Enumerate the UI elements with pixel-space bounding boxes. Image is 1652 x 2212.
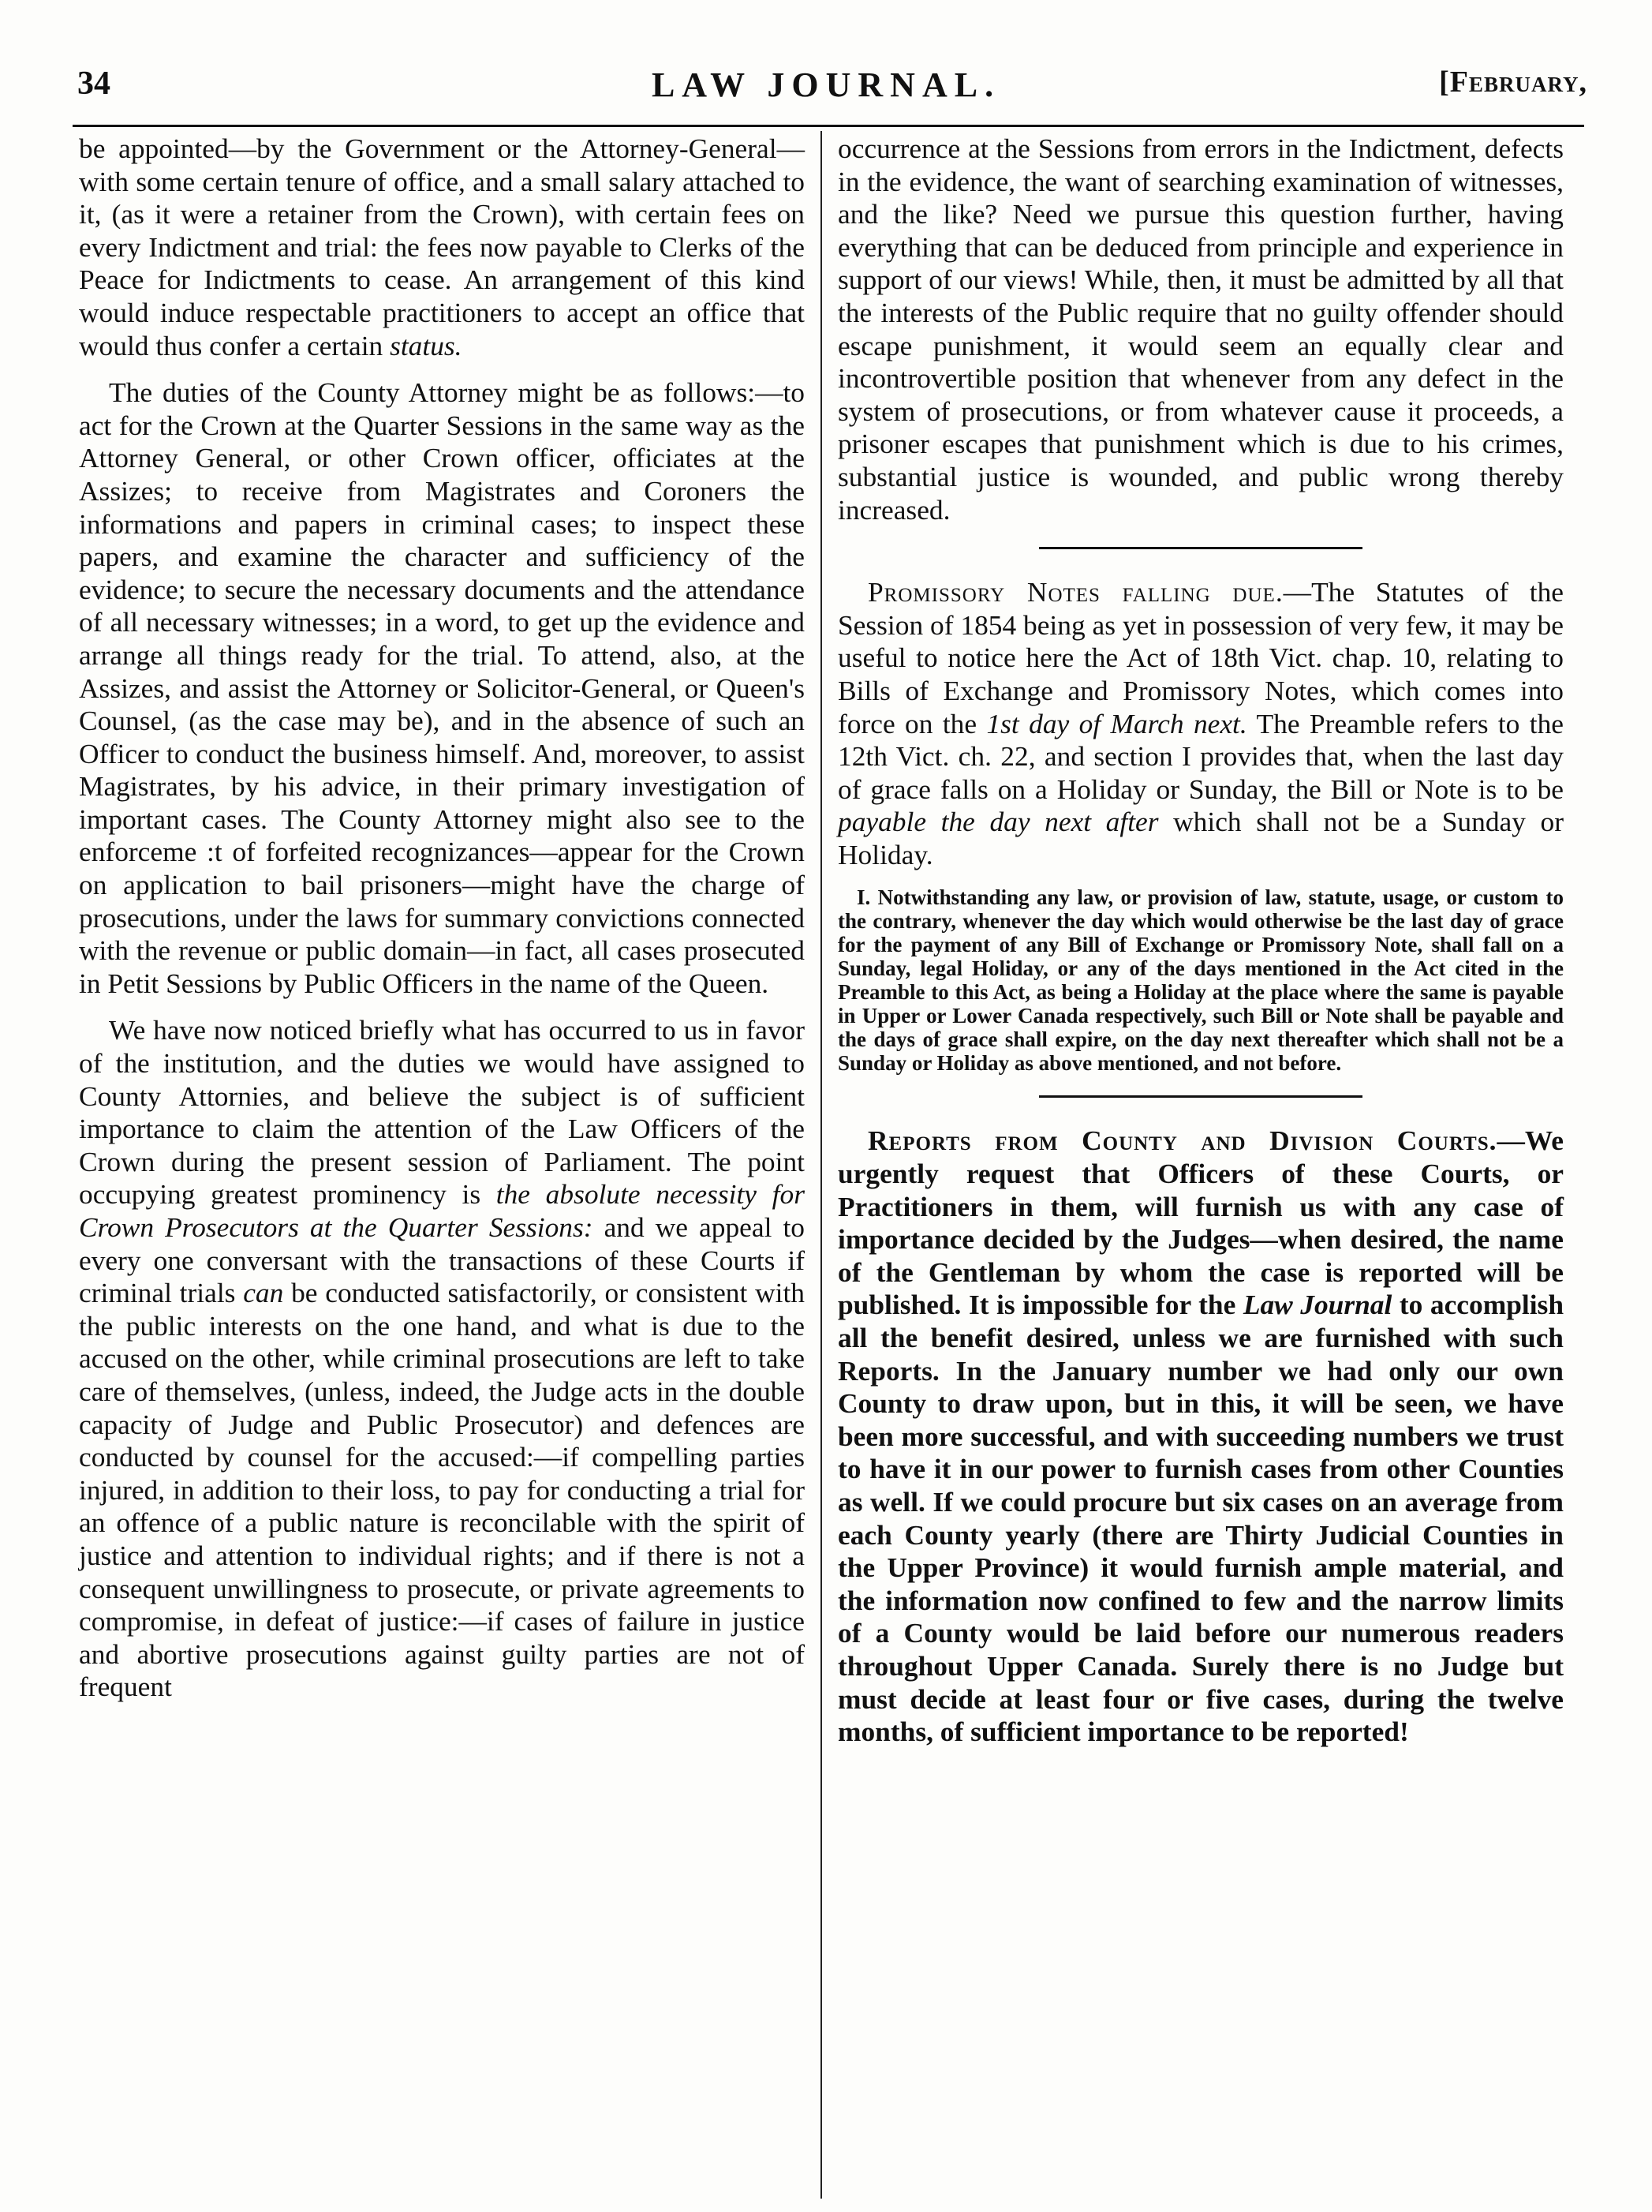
promissory-notes-paragraph xyxy=(838,576,1564,871)
continued-paragraph: occurrence at the Sessions from errors in the Indictment, defects in the evidence, the want of searching examination of witnesses, and the like? Need we pursue this question further, having everything that can be deduced from principle and experience in support of our views! While, then, it must be admitted by all that the interests of the Public require that no guilty offender should escape punishment, it would seem an equally clear and incontrovertible position that whenever from any defect in the system of prosecutions, or from whatever cause it proceeds, a prisoner escapes that punishment which is due to his crimes, substantial justice is wounded, and public wrong thereby increased. xyxy=(838,133,1564,526)
journal-title: LAW JOURNAL. xyxy=(651,65,1001,104)
paragraph-text: and we appeal to every one conversant with the transactions of these Courts if criminal trials xyxy=(79,1211,805,1309)
county-attorney-duties-paragraph: The duties of the County Attorney might be as follows:—to act for the Crown at the Quarter Sessions in the same way as the Attorney General, or other Crown officer, officiates at the Assizes; to receive from Magistrates and Coroners the informations and papers in criminal cases; to inspect these papers, and examine the character and sufficiency of the evidence; to secure the necessary documents and the attendance of all necessary witnesses; in a word, to get up the evidence and arrange all things ready for the trial. To attend, also, at the Assizes, and assist the Attorney or Solicitor-General, or Queen's Counsel, (as the case may be), and in the absence of such an Officer to conduct the business himself. And, moreover, to assist Magistrates, by his advice, in their primary investigation of important cases. The County Attorney might also see to the enforceme :t of forfeited recognizances—appear for the Crown on application to bail prisoners—might have the charge of prosecutions, under the laws for summary convictions connected with the revenue or public domain—in fact, all cases prosecuted in Petit Sessions by Public Officers in the name of the Queen. xyxy=(79,376,805,999)
paragraph-text: to accomplish all the benefit desired, unless we are furnished with such Reports. In the January number we had only our own County to draw upon, but in this, it will be seen, we have been more successful, and with succeeding numbers we trust to have it in our power to furnish cases from other Counties as well. If we could procure but six cases on an average from each County yearly (there are Thirty Judicial Counties in the Upper Province) it would furnish ample material, and the information now confined to few and the narrow limits of a County would be laid before our numerous readers throughout Upper Canada. Surely there is no Judge but must decide at least four or five cases, during the twelve months, of sufficient importance to be reported! xyxy=(838,1289,1564,1748)
italic-emphasis: 1st day of March next. xyxy=(986,707,1247,739)
paragraph-text: —The Statutes of the Session of 1854 being as yet in possession of very few, it may be useful to notice here the Act of 18th Vict. chap. 10, relating to Bills of Exchange and Promissory Notes, which comes into force on the xyxy=(838,576,1564,739)
running-header xyxy=(65,65,1587,112)
page-number: 34 xyxy=(77,65,110,102)
italic-emphasis: payable the day next after xyxy=(838,806,1159,838)
reports-paragraph xyxy=(838,1125,1564,1748)
section-heading: Promissory Notes falling due. xyxy=(868,576,1284,608)
right-column xyxy=(838,133,1564,1763)
left-column xyxy=(79,133,805,1718)
month-label: [February, xyxy=(1439,65,1587,99)
section-heading: Reports from County and Division Courts. xyxy=(868,1125,1497,1157)
section-divider xyxy=(1039,1095,1362,1098)
paragraph-text: be appointed—by the Government or the Attorney-General—with some certain tenure of office, and a small salary attached to it, (as it were a retainer from the Crown), with certain fees on every Indictment and trial: the fees now payable to Clerks of the Peace for Indictments to cease. An arrangement of this kind would induce respectable practitioners to accept an office that would thus confer a certain xyxy=(79,133,805,361)
header-rule xyxy=(73,125,1584,127)
section-divider xyxy=(1039,547,1362,549)
italic-emphasis: Law Journal xyxy=(1243,1289,1392,1321)
continued-paragraph xyxy=(79,133,805,362)
paragraph-text: The Preamble refers to the 12th Vict. ch. 22, and section I provides that, when the last day of grace falls on a Holiday or Sunday, the Bill or Note is to be xyxy=(838,707,1564,805)
paragraph-text: We have now noticed briefly what has occurred to us in favor of the institution, and the duties we would have assigned to County Attornies, and believe the subject is of sufficient importance to claim the attention of the Law Officers of the Crown during the present session of Parliament. The point occupying greatest prominency is xyxy=(79,1014,805,1211)
statute-quote: I. Notwithstanding any law, or provision of law, statute, usage, or custom to the contrary, whenever the day which would otherwise be the last day of grace for the payment of any Bill of Exchange or Promissory Note, shall fall on a Sunday, legal Holiday, or any of the days mentioned in the Act cited in the Preamble to this Act, as being a Holiday at the place where the same is payable in Upper or Lower Canada respectively, such Bill or Note shall be payable and the days of grace shall expire, on the day next thereafter which shall not be a Sunday or Holiday as above mentioned, and not before. xyxy=(838,885,1564,1076)
column-divider xyxy=(820,131,822,2199)
italic-emphasis: can xyxy=(243,1277,284,1309)
paragraph-text: be conducted satisfactorily, or consistent with the public interests on the one hand, and what is due to the accused on the other, while criminal prosecutions are left to take care of themselves, (unless, indeed, the Judge acts in the double capacity of Judge and Public Prosecutor) and defences are conducted by counsel for the accused:—if compelling parties injured, in addition to their loss, to pay for conducting a trial for an offence of a public nature is reconcilable with the spirit of justice and attention to individual rights; and if there is not a consequent unwillingness to prosecute, or private agreements to compromise, in defeat of justice:—if cases of failure in justice and abortive prosecutions against guilty parties are not of frequent xyxy=(79,1277,805,1703)
italic-emphasis: the absolute necessity for Crown Prosecutors at the Quarter Sessions: xyxy=(79,1178,805,1243)
paragraph-text: which shall not be a Sunday or Holiday. xyxy=(838,806,1564,870)
crown-prosecutors-paragraph xyxy=(79,1014,805,1703)
paragraph-text: —We urgently request that Officers of these Courts, or Practitioners in them, will furnish us with any case of importance decided by the Judges—when desired, the name of the Gentleman by whom the case is reported will be published. It is impossible for the xyxy=(838,1125,1564,1321)
italic-term: status. xyxy=(390,329,462,361)
